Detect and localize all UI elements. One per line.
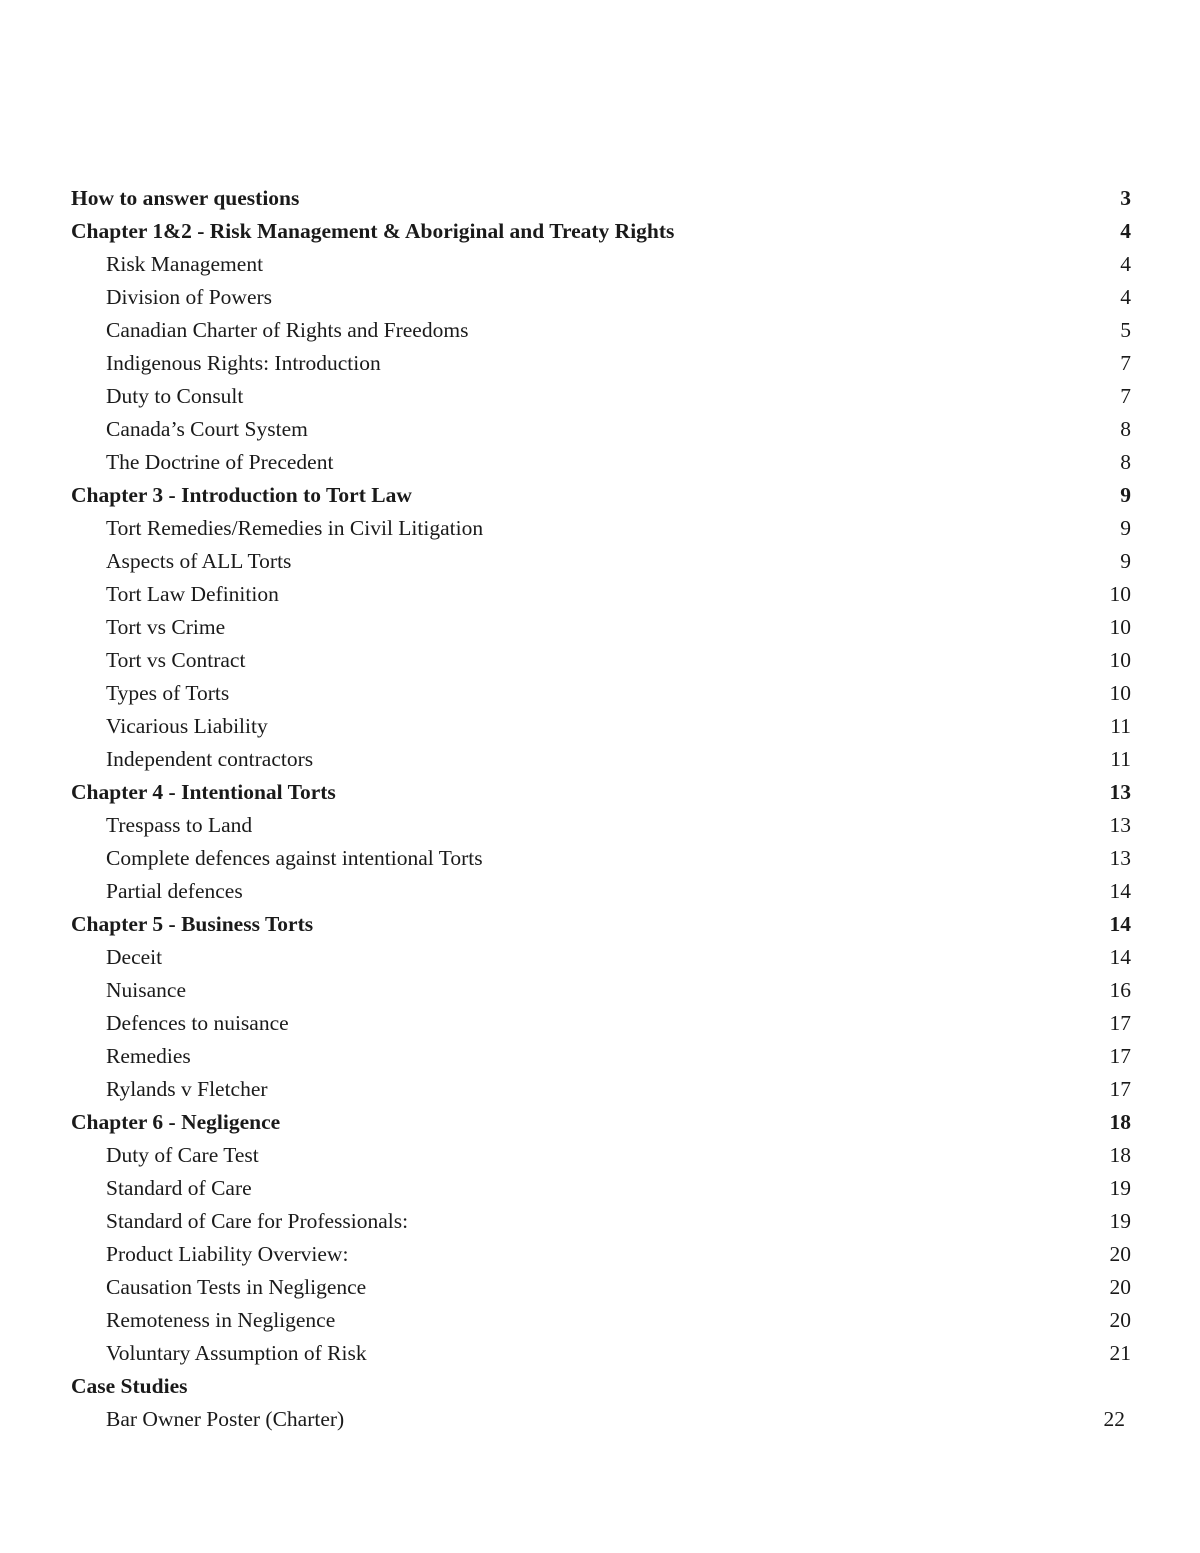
toc-entry-page-number: 13: [1109, 780, 1131, 804]
toc-section-entry[interactable]: [71, 1040, 1131, 1073]
toc-entry-title: Standard of Care for Professionals:: [106, 1209, 409, 1233]
toc-entry-title: Bar Owner Poster (Charter): [106, 1407, 345, 1431]
toc-entry-title: Rylands v Fletcher: [106, 1077, 268, 1101]
toc-entry-title: Deceit: [106, 945, 163, 969]
toc-entry-page-number: 13: [1109, 813, 1131, 837]
toc-section-entry[interactable]: [71, 1238, 1131, 1271]
toc-entry-title: Tort Remedies/Remedies in Civil Litigation: [106, 516, 484, 540]
toc-section-entry[interactable]: [71, 1403, 1131, 1436]
toc-entry-title: Tort Law Definition: [106, 582, 279, 606]
toc-entry-title: Defences to nuisance: [106, 1011, 289, 1035]
toc-entry-title: Aspects of ALL Torts: [106, 549, 292, 573]
toc-entry-title: Nuisance: [106, 978, 186, 1002]
toc-entry-page-number: 4: [1120, 252, 1131, 276]
toc-entry-title: Chapter 1&2 - Risk Management & Aboriginal and Treaty Rights: [71, 219, 675, 243]
toc-entry-title: Tort vs Contract: [106, 648, 246, 672]
toc-entry-page-number: 4: [1120, 285, 1131, 309]
toc-entry-page-number: 9: [1120, 516, 1131, 540]
toc-entry-page-number: 21: [1109, 1341, 1131, 1365]
toc-section-entry[interactable]: [71, 1073, 1131, 1106]
toc-entry-page-number: 18: [1109, 1110, 1131, 1134]
toc-section-entry[interactable]: [71, 1304, 1131, 1337]
toc-entry-page-number: 11: [1110, 747, 1131, 771]
toc-entry-page-number: 3: [1120, 186, 1131, 210]
toc-section-entry[interactable]: [71, 809, 1131, 842]
toc-chapter-entry[interactable]: [71, 215, 1131, 248]
toc-section-entry[interactable]: [71, 974, 1131, 1007]
toc-entry-page-number: 8: [1120, 417, 1131, 441]
toc-section-entry[interactable]: [71, 248, 1131, 281]
toc-section-entry[interactable]: [71, 545, 1131, 578]
toc-entry-page-number: 4: [1120, 219, 1131, 243]
toc-entry-page-number: 9: [1120, 549, 1131, 573]
toc-entry-page-number: 16: [1109, 978, 1131, 1002]
toc-entry-page-number: 14: [1109, 912, 1131, 936]
toc-entry-page-number: 13: [1109, 846, 1131, 870]
toc-entry-page-number: 8: [1120, 450, 1131, 474]
toc-section-entry[interactable]: [71, 1172, 1131, 1205]
toc-chapter-entry[interactable]: [71, 908, 1131, 941]
toc-entry-title: The Doctrine of Precedent: [106, 450, 334, 474]
toc-entry-title: Remoteness in Negligence: [106, 1308, 336, 1332]
toc-entry-title: Causation Tests in Negligence: [106, 1275, 367, 1299]
toc-entry-title: Case Studies: [71, 1374, 188, 1398]
toc-section-entry[interactable]: [71, 413, 1131, 446]
toc-entry-page-number: 17: [1109, 1011, 1131, 1035]
toc-entry-title: Vicarious Liability: [106, 714, 268, 738]
toc-section-entry[interactable]: [71, 1271, 1131, 1304]
toc-section-entry[interactable]: [71, 1007, 1131, 1040]
toc-section-entry[interactable]: [71, 380, 1131, 413]
toc-entry-title: Indigenous Rights: Introduction: [106, 351, 381, 375]
toc-entry-page-number: 7: [1120, 384, 1131, 408]
toc-section-entry[interactable]: [71, 578, 1131, 611]
toc-entry-page-number: 10: [1109, 648, 1131, 672]
toc-entry-page-number: 22: [1103, 1407, 1125, 1431]
toc-entry-title: Risk Management: [106, 252, 264, 276]
toc-entry-page-number: 10: [1109, 582, 1131, 606]
toc-entry-page-number: 20: [1109, 1242, 1131, 1266]
toc-section-entry[interactable]: [71, 446, 1131, 479]
toc-chapter-entry[interactable]: [71, 1370, 1131, 1403]
toc-section-entry[interactable]: [71, 281, 1131, 314]
toc-entry-title: Product Liability Overview:: [106, 1242, 349, 1266]
toc-section-entry[interactable]: [71, 611, 1131, 644]
toc-entry-title: Chapter 4 - Intentional Torts: [71, 780, 336, 804]
toc-entry-title: Trespass to Land: [106, 813, 253, 837]
toc-entry-page-number: 19: [1109, 1176, 1131, 1200]
toc-entry-title: Independent contractors: [106, 747, 314, 771]
toc-section-entry[interactable]: [71, 347, 1131, 380]
toc-entry-page-number: 5: [1120, 318, 1131, 342]
toc-entry-title: Chapter 5 - Business Torts: [71, 912, 314, 936]
toc-entry-page-number: 10: [1109, 615, 1131, 639]
toc-entry-page-number: 9: [1120, 483, 1131, 507]
toc-entry-page-number: 18: [1109, 1143, 1131, 1167]
toc-chapter-entry[interactable]: [71, 1106, 1131, 1139]
toc-entry-page-number: 7: [1120, 351, 1131, 375]
toc-entry-page-number: 10: [1109, 681, 1131, 705]
toc-entry-page-number: 14: [1109, 879, 1131, 903]
toc-chapter-entry[interactable]: [71, 479, 1131, 512]
toc-entry-title: Types of Torts: [106, 681, 230, 705]
toc-section-entry[interactable]: [71, 1205, 1131, 1238]
toc-entry-page-number: 20: [1109, 1308, 1131, 1332]
toc-section-entry[interactable]: [71, 941, 1131, 974]
toc-entry-title: Standard of Care: [106, 1176, 252, 1200]
toc-entry-title: Chapter 6 - Negligence: [71, 1110, 281, 1134]
toc-entry-title: Chapter 3 - Introduction to Tort Law: [71, 483, 412, 507]
toc-section-entry[interactable]: [71, 644, 1131, 677]
toc-entry-title: Voluntary Assumption of Risk: [106, 1341, 367, 1365]
toc-chapter-entry[interactable]: [71, 776, 1131, 809]
toc-entry-page-number: 17: [1109, 1044, 1131, 1068]
toc-entry-page-number: 19: [1109, 1209, 1131, 1233]
toc-entry-title: Division of Powers: [106, 285, 273, 309]
toc-entry-title: Complete defences against intentional Torts: [106, 846, 483, 870]
toc-entry-title: Remedies: [106, 1044, 191, 1068]
toc-section-entry[interactable]: [71, 1139, 1131, 1172]
toc-entry-page-number: 20: [1109, 1275, 1131, 1299]
toc-entry-title: Canadian Charter of Rights and Freedoms: [106, 318, 469, 342]
toc-entry-title: Tort vs Crime: [106, 615, 226, 639]
toc-section-entry[interactable]: [71, 677, 1131, 710]
toc-section-entry[interactable]: [71, 875, 1131, 908]
toc-entry-title: Duty of Care Test: [106, 1143, 259, 1167]
toc-entry-page-number: 17: [1109, 1077, 1131, 1101]
toc-entry-page-number: 14: [1109, 945, 1131, 969]
toc-entry-page-number: 11: [1110, 714, 1131, 738]
toc-entry-title: Partial defences: [106, 879, 243, 903]
toc-section-entry[interactable]: [71, 512, 1131, 545]
toc-chapter-entry[interactable]: [71, 182, 1131, 215]
table-of-contents: [71, 182, 1131, 1436]
toc-section-entry[interactable]: [71, 1337, 1131, 1370]
toc-section-entry[interactable]: [71, 314, 1131, 347]
toc-section-entry[interactable]: [71, 842, 1131, 875]
toc-entry-title: Canada’s Court System: [106, 417, 308, 441]
toc-entry-title: How to answer questions: [71, 186, 300, 210]
toc-section-entry[interactable]: [71, 710, 1131, 743]
toc-entry-title: Duty to Consult: [106, 384, 244, 408]
toc-section-entry[interactable]: [71, 743, 1131, 776]
